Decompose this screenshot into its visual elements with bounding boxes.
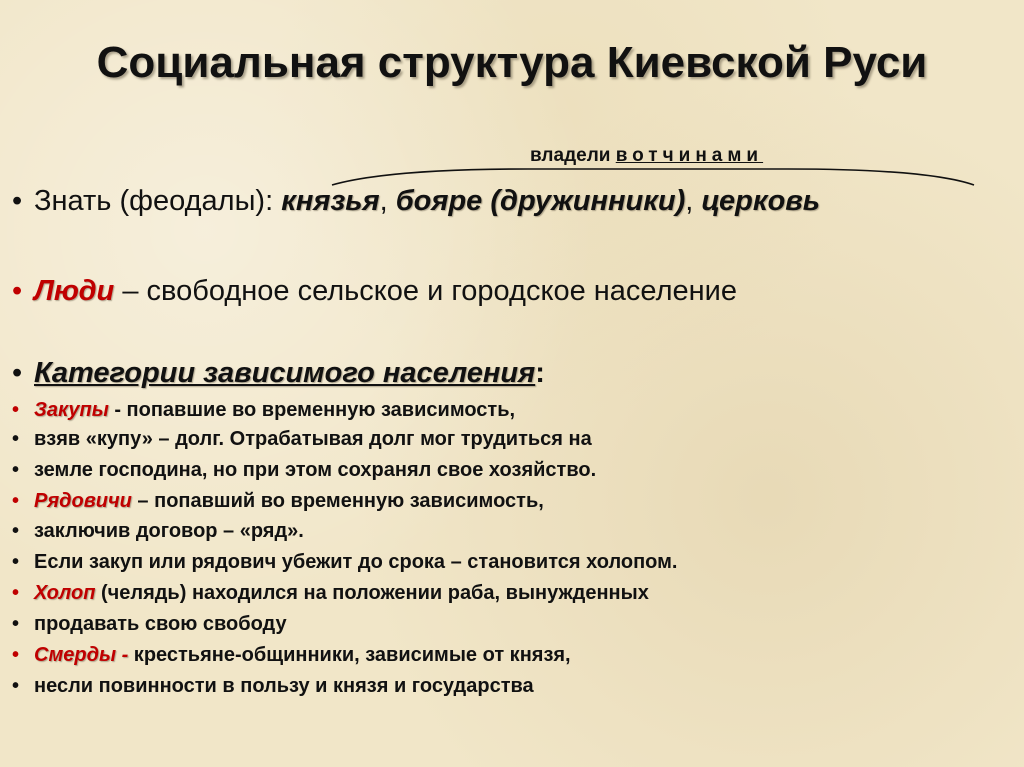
bullet-marker: • [12, 520, 20, 542]
list-item [12, 459, 596, 482]
bullet-marker: • [12, 613, 20, 635]
nobility-label: Знать (феодалы): [34, 185, 274, 217]
bullet-marker: • [12, 399, 20, 421]
list-item [12, 551, 678, 574]
list-item-text: несли повинности в пользу и князя и государства [34, 675, 534, 697]
brace-arc [328, 167, 978, 187]
list-item-text: взяв «купу» – долг. Отрабатывая долг мог трудиться на [34, 428, 592, 450]
dependent-colon: : [535, 357, 545, 389]
bullet-marker: • [12, 490, 20, 512]
list-item-text: Если закуп или рядович убежит до срока – становится холопом. [34, 551, 678, 573]
list-item-text: продавать свою свободу [34, 613, 287, 635]
list-item-text: – попавший во временную зависимость, [131, 490, 544, 512]
list-item [12, 613, 287, 636]
people-term: Люди [34, 275, 115, 307]
bullet-marker: • [12, 551, 20, 573]
bullet-people [12, 275, 737, 308]
list-item [12, 644, 571, 667]
bullet-marker: • [12, 582, 20, 604]
list-item-text: (челядь) находился на положении раба, вынужденных [95, 582, 649, 604]
list-item-term: Холоп [34, 582, 96, 604]
bullet-marker: • [12, 357, 23, 389]
list-item [12, 520, 304, 543]
owned-note-prefix: владели [530, 145, 611, 166]
dependent-heading: Категории зависимого населения [34, 357, 536, 389]
bullet-marker: • [12, 644, 20, 666]
bullet-marker: • [12, 428, 20, 450]
bullet-nobility [12, 185, 820, 218]
list-item [12, 399, 515, 422]
list-item-term: Закупы [34, 399, 109, 421]
slide-title: Социальная структура Киевской Руси [96, 38, 928, 87]
bullet-marker: • [12, 459, 20, 481]
list-item [12, 582, 649, 605]
list-item-text: - попавшие во временную зависимость, [108, 399, 516, 421]
list-item-text: земле господина, но при этом сохранял свое хозяйство. [34, 459, 597, 481]
list-item [12, 490, 544, 513]
list-item-text: крестьяне-общинники, зависимые от князя, [128, 644, 571, 666]
list-item-term: Смерды - [34, 644, 129, 666]
owned-note [530, 145, 763, 167]
nobility-sep-2: , [685, 185, 694, 217]
bullet-dependent-heading [12, 357, 545, 390]
nobility-sep-1: , [379, 185, 388, 217]
nobility-item-boyars: бояре (дружинники) [395, 185, 686, 217]
list-item-text: заключив договор – «ряд». [34, 520, 304, 542]
list-item [12, 428, 592, 451]
bullet-marker: • [12, 675, 20, 697]
people-text: – свободное сельское и городское население [114, 275, 737, 307]
list-item-term: Рядовичи [34, 490, 132, 512]
bullet-marker: • [12, 185, 23, 217]
list-item [12, 675, 534, 698]
bullet-marker: • [12, 275, 23, 307]
owned-note-word: вотчинами [615, 145, 764, 166]
nobility-item-church: церковь [701, 185, 821, 217]
nobility-item-princes: князья [281, 185, 380, 217]
